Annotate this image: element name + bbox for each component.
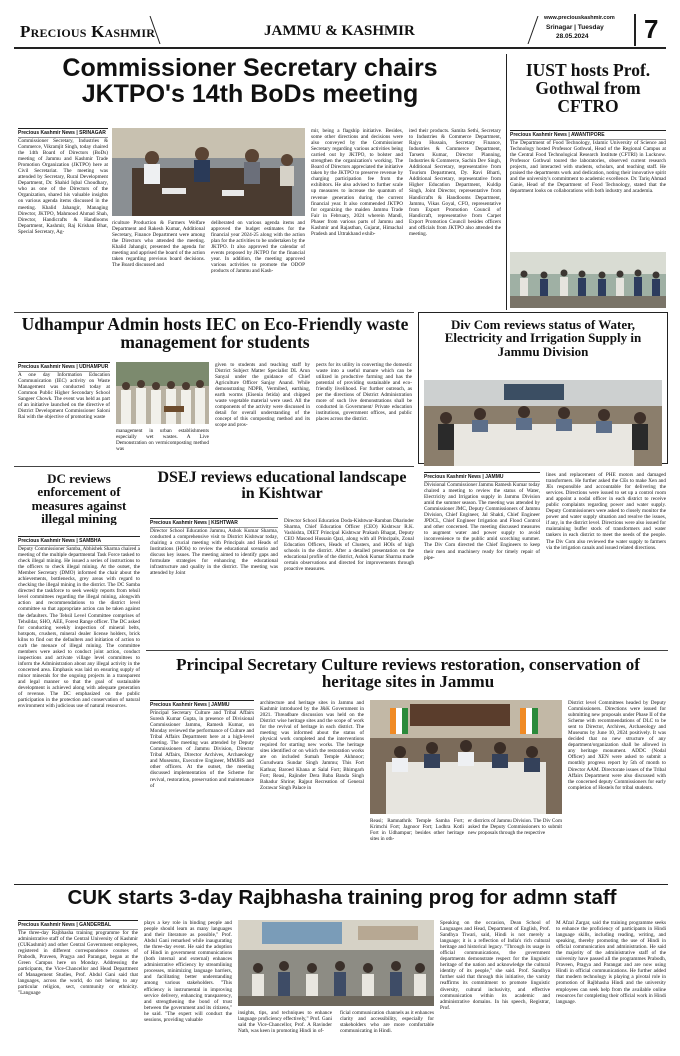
masthead-divider-right: [526, 16, 540, 44]
headline-divcom: Div Com reviews status of Water, Electricity and Irrigation Supply in Jammu Division: [444, 318, 642, 358]
story-illegal-mining-body: Deputy Commissioner Samba, Abhishek Sharma chaired a meeting of the multiple departmental Task Force tasked to check illegal mining. He issued a series of instructions to the officers to check illegal mining. At the outset, the Member Secretary (DMO) informed the chair about the achievements, bottlenecks, grey areas with regard to checking the illegal mining in the district. The DC Samba directed the taskforce to seek weekly reports from tehsil level committees regarding the illegal mining, alongwith action and recommendations to the district level committee so that appropriate action can be taken against the defaulters. The Tehsil Level Committee comprises of Tehsildar, SHO, AEE, Forest Range officer. The DC asked for conducting weekly inspection of mineral belts, hotspots, crushers, mineral dealer license holders, brick kilns to find out the defaulters and initiation of action to curb the menace of illegal mining. The committee members were asked to conduct joint action, conduct inspections and activate village level committees to inform the Administration about any illegal activity in the concerned area. Emphasis was laid on ensuring supply of minor minerals for the ongoing projects in a transparent and legal manner so that the goal of sustainable development is achieved along with adequate generation of revenue. The DC emphasized on the public participation in the protection and conservation of natural environment with judicious use of natural resources.: [18, 546, 140, 710]
headline-iust: IUST hosts Prof. Gothwal from CFTRO: [525, 62, 651, 116]
section-rule-4: [14, 884, 668, 885]
page-number: 7: [644, 14, 659, 44]
story-divcom-col2: lines and replacement of PHE motors and damaged transformers. He further asked the CEs to make Xen and JEs responsible and accountable for delivering the services. Directions were issued to set up a control room and appoint a nodal officer in each district to receive public complaints regarding power and water supply. Deputy Commissioners were asked to closely monitor the power and water supply situation and resolve the issues, if any, in the district level. Directions were also issued for maintaining buffer stock of transformers and water tankers in each district to meet the needs of the people. The Div Com also reviewed the water supply to farmers via the irrigation canals and issued related directions.: [546, 472, 666, 551]
story-heritage-col3: Reasi; Ramnathrik Temple Samba Fort; Krimchi Fort; Jagnoor Fort; Lodhra Kotli Fort in Udhampur; besides other heritage sites in oth-: [370, 818, 464, 843]
masthead-divider-left: [148, 16, 162, 44]
story-heritage-col2: architecture and heritage sites in Jammu and Kashmir introduced by the J&K Government in 2021. Threadbare discussion was held on the District wise heritage sites and the scope of work for the revival of heritage in each district. The meeting was informed about the status of physical work completed and the interventions required for starting new works. The heritage sites identified or on which the restoration works are on included Sumah Temple Akhnoor; Gurudwara Sundar Singh Jammu; This Fort Kathua; Baroed Khana at Salal Fort; Bhimgarh Fort; Reasi, Rajinder Dera Baba Banda Singh Bahadur Shrine; Rajput Recreation of General Zorawar Singh Palace in: [260, 700, 364, 791]
brand-name: Precious Kashmir: [20, 22, 156, 41]
story-heritage-col4: District level Committees headed by Deputy Commissioners. Directions were issued for submitting new proposals under Phase II of the Scheme with recommendations of DLC to be sent to Director, Archives, Archaeology and Museums by June 10, 2024 positively. It was decided that no new structure of any department/organization shall be allowed in any heritage monument. ADDC (Nodal Officer) and XEN were asked to submit a monthly progress report by 5th of month to Director AAM. Directorate issues of the Tribal Affairs Department were also discussed with the concerned deputy Commissioners for early completion of Hostels for tribal students.: [568, 700, 666, 791]
headline-udhampur: Udhampur Admin hosts IEC on Eco-Friendly waste management for students: [21, 316, 409, 352]
page-number-box: [634, 14, 666, 46]
byline-divcom: Precious Kashmir News | JAMMU: [424, 472, 540, 482]
masthead: [14, 12, 666, 46]
story-cuk-col4: Speaking on the occasion, Dean School of Languages and Head, Department of English, Prof. Sandhya Tiwari, said, Hindi is not merely a language; it is a reflection of India's rich cultural heritage and historical legacy. "Through its usage in official communications, the government departments demonstrate respect for the linguistic heritage of the nation and acknowledge the cultural identity of its people," she said. Prof. Sandhya further said that through this initiative, the varsity reaffirms its commitment to promote linguistic diversity, cultural inclusivity, and effective communication within its academic and administrative domains. In his speech, Registrar, Prof.: [440, 920, 550, 1011]
column-rule: [506, 54, 507, 310]
byline-dsej: Precious Kashmir News | KISHTWAR: [150, 518, 278, 528]
dateline: Srinagar | Tuesday: [546, 24, 604, 31]
story-cuk-col1: The three-day Rajbhasha training programme for the administrative staff of the Central University of Kashmir (CUKashmir) and other Central Government employees, registered in different correspondence courses of Prabodh, Praveen, Pragya and Parangat, began at the Green Campus here on Monday. Addressing the participants, the Vice-Chancellor and Head Department of Management Studies, Prof. Abdul Gani said that languages, across the world, do not belong to any particular religion, sect, community or ethnicity. "Language: [18, 930, 138, 997]
headline-cuk: CUK starts 3-day Rajbhasha training prog for admn staff: [67, 888, 617, 909]
story-jktpo-col2: riculture Production & Farmers Welfare Department and Rakesh Kumar, Additional Secretary, Finance Department were among the Directors who attended the meeting. Khalid Jahangir, presented the agenda for meeting and apprised the board of the action taken regarding previous board decisions. The Board discussed and: [112, 220, 205, 269]
byline-udhampur: Precious Kashmir News | UDHAMPUR: [18, 364, 109, 370]
story-jktpo-col5: ited their products. Samita Sethi, Secretary to Industries & Commerce Department, Rajya Hussain, Secretary Finance, Industries & Commerce Department, Tarsem Kumar, Director Planning, Industries & Commerce, Sachin Dev Singh, Additional Secretary, representative from Tourism Department, Dy. Ravi Bharti, Additional Secretary, representative from Higher Education Department, Kuldip Singh, Joint Director, representative from Handicrafts & Handlooms Department, Jammu, Vikas Goyal, CFO, representative from Export Promotion Council of Handicraft, representative from Carpet Export Promotion Council besides officers and officials from JKTPO also attended the meeting.: [409, 128, 501, 237]
story-udhampur-col1: A one day Information Education Communication (IEC) activity on Waste Management was conducted today at Common Public Higher Secondary School Sangeer Chowk. The event was held as part of an initiative launched on the directive of District Development Commissioner Saloni Rai with the objective of promoting waste: [18, 372, 110, 421]
story-jktpo-col1: Commissioner Secretary, Industries & Commerce, Vikramjit Singh, today chaired the 14th Board of Directors (BoDs) meeting of Jammu and Kashmir Trade Promotion Organization (JKTPO) here at Civil Secretariat. The meeting was attended by Secretary, Rural Development Department, Dr. Shahid Iqbal Choudhary, who as one of the Directors of the Organization, shared his valuable insights on various agenda items discussed in the meeting. Khalid Jahangir, Managing Director, JKTPO, Mahmood Ahmad Shah, Director, Handicrafts & Handlooms Department, Kashmir, Raj Krishan Bhat, Special Secretary, Ag-: [18, 138, 108, 235]
byline-cuk: Precious Kashmir News | GANDERBAL: [18, 920, 138, 930]
photo-jktpo-meeting: [112, 128, 305, 216]
story-heritage-col3b: er districts of Jammu Division. The Div Com asked the Deputy Commissioners to submit new proposals through the respective: [468, 818, 562, 837]
headline-dsej: DSEJ reviews educational landscape in Kishtwar: [157, 470, 407, 503]
story-cuk-col2: plays a key role in binding people and people should learn as many languages and their literature as possible," Prof. Abdul Gani remarked while inaugurating the three-day event. He said the adoption of Hindi in government communications (both internal and external) enhances administrative efficiency by streamlining processes, minimizing language barriers, and facilitating better understanding among various stakeholders. "This efficiency is instrumental in improving service delivery, enhancing transparency, and strengthening the bond of trust between the government and its citizens," he said. "The expert will conduct the sessions, providing valuable: [144, 920, 232, 1023]
story-cuk-col3b: ficial communication channels as it enhances clarity and accessibility, especially for stakeholders who are more comfortable communicating in Hindi.: [340, 1010, 434, 1035]
section-rule-3: [146, 650, 668, 651]
story-divcom-col1: Divisional Commissioner Jammu Ramesh Kumar today chaired a meeting to review the status of Water, Electricity and Irrigation supply in Jammu Division amid the summer season. The meeting was attended by Commissioner JMC, Deputy Commissioners of Jammu Division, Chief Engineer, Jal Shakti, Chief Engineer JPDCL, Chief Engineer Irrigation and Flood Control and other concerned. The meeting discussed measures to augment water and power supply to avoid inconvenience to the public amid scorching summer. The Div Com directed the Chief Engineers to keep their men and machinery ready for timely repair of pipe-: [424, 482, 540, 561]
photo-udhampur-students: [116, 362, 209, 424]
story-cuk-col5: M Afzal Zargar, said the training programme seeks to enhance the proficiency of participants in Hindi language skills, including reading, writing, and speaking, thereby promoting the use of Hindi in official communication and administration. He said the majority of the administrative staff of the university have passed all the programmes Prabodh, Praveen, Pragya and Parangat and are now using Hindi in official communications. He further added that modern technology is playing a pivotal role in promotion of Rajbhasha Hindi and the university employees can seek help from the available online resources for completing their official work in Hindi language.: [556, 920, 666, 1005]
byline-illegal-mining: Precious Kashmir News | SAMBHA: [18, 536, 140, 546]
story-dsej-col2: Director School Education Doda-Kishtwar-Ramban Dharinder Sharma, Chief Education Officer (CEO) Kishtwar R.K. Vashishta, DIET Principal Kishtwar Prakash Bhagat, Deputy CEO Masood Hussain Qazi, along with all Principals, Zonal Education Officers, Heads of Clusters, and HOIs of high schools in the district. After a detailed presentation on the educational profile of the district, Ashok Kumar Sharma made certain observations and directed for improvements through proactive measures.: [284, 518, 414, 573]
story-cuk-col3: insights, tips, and techniques to enhance language proficiency effectively," Prof. Gani said the Vice-Chancellor, Prof. A Ravinder Nath, was keen in promoting Hindi in of-: [238, 1010, 332, 1035]
section-rule-1: [14, 312, 414, 313]
byline-heritage: Precious Kashmir News | JAMMU: [150, 700, 254, 710]
story-jktpo-col4: mir, being a flagship initiative. Besides, some other directions and decisions were also conveyed by the Commissioner Secretary regarding various activities being carried out by JKTPO, to bolster and strengthen the organization's working. The Board of Directors appreciated the initiative taken by the JKTPO to preserve revenue by charging participation fee from the exhibitors. He also advised to further scale up measures to increase the quantum of revenue generation during the current financial year. It also commended JKTPO for organizing the maiden Jammu Trade Fair in February, 2024 wherein Mandi, Phaser from various parts of Jammu and Kashmir and Rajasthan, Gujarat, Himachal Pradesh and Uttrakhand exhib-: [311, 128, 403, 237]
headline-illegal-mining: DC reviews enforcement of measures against illegal mining: [31, 472, 127, 525]
photo-cuk-training: [238, 920, 434, 1006]
story-heritage-col1: Principal Secretary Culture and Tribal Affairs Suresh Kumar Gupta, in presence of Divisional Commissioner Jammu, Ramesh Kumar, on Monday reviewed the performance of Culture and Tribal Affairs Department here at a high-level meeting. The meeting was attended by Deputy Commissioners of Jammu Division, Director Tribal Affairs, Director Archives, Archaeology and Museums, Executive Engineer, MMJHS and other officers. At the outset, the meeting discussed implementation of the Scheme for revival, restoration, preservation and maintenance of: [150, 710, 254, 789]
section-name: JAMMU & KASHMIR: [264, 23, 415, 39]
story-iust-body: The Department of Food Technology, Islamic University of Science and Technology hosted Professor Gothwal, Head of the Regional Campus at the Central Food Technological Research Institute (CFTRI) in Lucknow. Professor Gothwal toured the laboratories, observed current research projects, and interacted with students, scholars, and teaching staff. He praised the departments work and dedication, noting their innovative spirit and the university's commitment to academic excellence. Dr. Tariq Ahmad Ganie, Head of the Department of Food Technology, stated that the department looks on collaborations with both industry and academia.: [510, 140, 666, 195]
story-udhampur-col4: pects for its utility in converting the domestic waste into a useful manure which can be utilized in productive farming and has the potential of providing sustainable and eco-friendly livelihood. For further outreach, as per the directions of District Administration more of such live demonstrations shall be conducted in Government/ Private education institutions, government offices, and public places across the district.: [316, 362, 412, 423]
photo-iust-visit: [510, 252, 666, 308]
section-rule-2: [14, 466, 414, 467]
story-udhampur-col2: management in urban establishments especially wet wastes. A Live Demonstration on vermicomposting method was: [116, 428, 209, 453]
website-url: www.preciouskashmir.com: [544, 15, 615, 21]
byline-iust: Precious Kashmir News | AWANTIPORE: [510, 130, 666, 140]
masthead-rule: [14, 47, 666, 49]
issue-date: 28.05.2024: [556, 33, 589, 40]
photo-heritage-meeting: [370, 700, 562, 814]
story-dsej-col1: Director School Education Jammu, Ashok Kumar Sharma, conducted a comprehensive visit to District Kishtwar today, chairing a crucial meeting with Principals and Heads of Institutions (HOIs) to review the educational scenario and discuss key issues. The meeting aimed to identify gaps and formulate strategies for enhancing the educational infrastructure and quality in the district. The meeting was attended by Joint: [150, 528, 278, 577]
byline-jktpo: Precious Kashmir News | SRINAGAR: [18, 128, 108, 138]
story-jktpo-col3: deliberated on various agenda items and approved the budget estimates for the financial year 2024-25 along with the action plan for the activities to be undertaken by the JKTPO. It also approved the calendar of events proposed by JKTPO for the financial year. In addition, the meeting approved various activities to promote the ODOP products of Jammu and Kash-: [211, 220, 305, 275]
story-udhampur-col3: given to students and teaching staff by District Subject Matter Specialist DL Arun Sanyal under the guidance of Chief Agriculture Officer Sanjay Anand. While demonstrating NDPB, Vermibed, earthing, earth worms (Eisenia fetida) and chipped waste vegetable material were used. All the components of the activity were discussed in detail for overall understanding of the concept of this composting method and its scope and pros-: [215, 362, 310, 429]
headline-heritage: Principal Secretary Culture reviews restoration, conservation of heritage sites in Jammu: [176, 656, 640, 691]
photo-divcom-meeting: [424, 380, 662, 466]
headline-jktpo: Commissioner Secretary chairs JKTPO's 14th BoDs meeting: [62, 56, 438, 107]
